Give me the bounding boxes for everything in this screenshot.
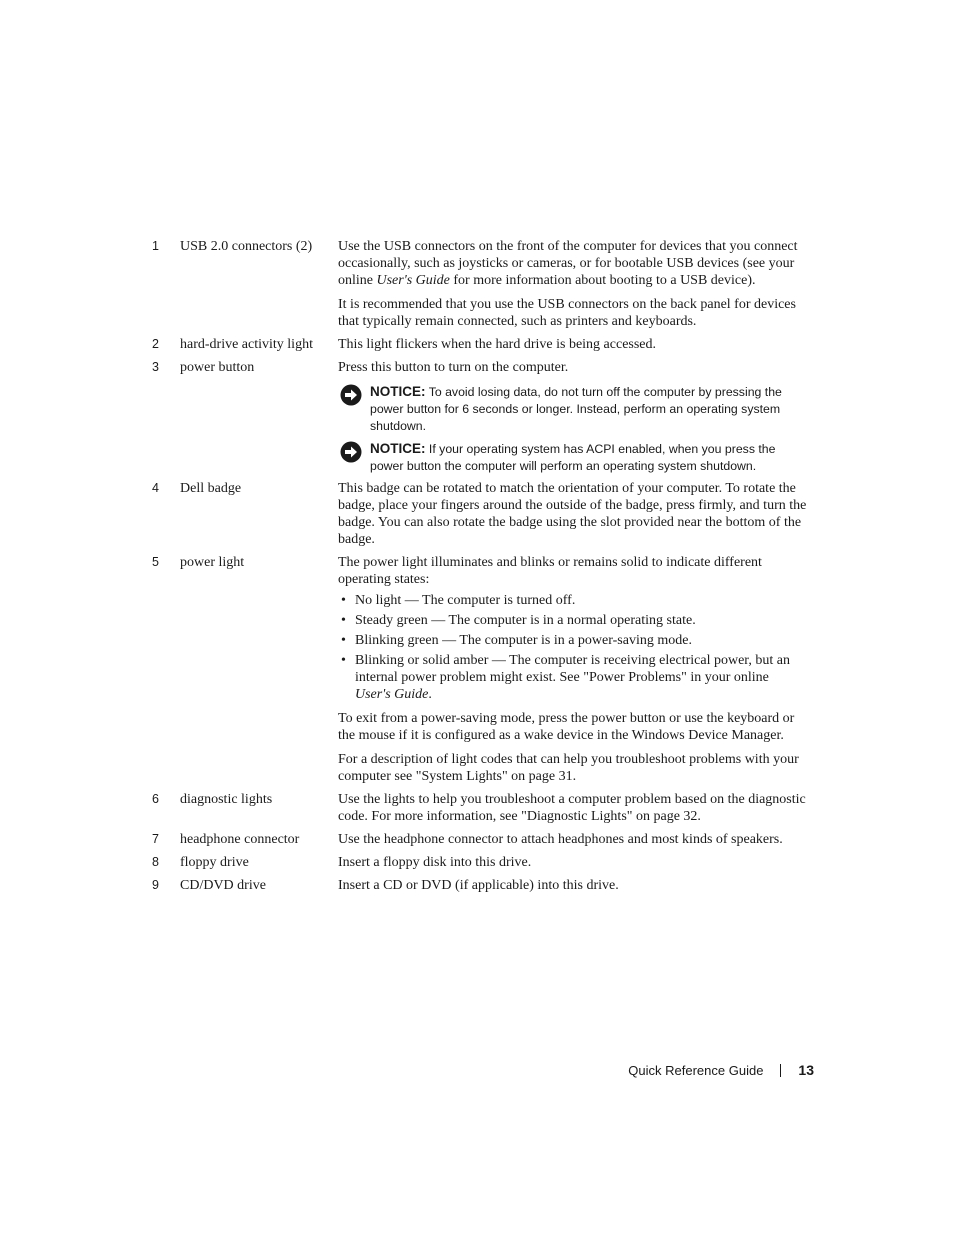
item-number: 8 [152,855,159,869]
bullet-icon: • [341,653,346,668]
item-name: headphone connector [180,832,300,847]
description-paragraph: Insert a CD or DVD (if applicable) into this drive. [338,878,619,893]
table-row [0,791,954,825]
item-description [338,238,808,330]
description-paragraph: Insert a floppy disk into this drive. [338,855,532,870]
notice-label: NOTICE: [370,384,426,399]
description-paragraph: Use the headphone connector to attach headphones and most kinds of speakers. [338,832,783,847]
description-paragraph: The power light illuminates and blinks or remains solid to indicate different operating states: [338,555,762,587]
item-number: 4 [152,481,159,495]
description-paragraph: Use the USB connectors on the front of the computer for devices that you connect occasionally, such as joysticks or cameras, or for bootable USB devices (see your online User's Guide for more information about booting to a USB device). [338,239,798,288]
description-paragraph: It is recommended that you use the USB connectors on the back panel for devices that typically remain connected, such as printers and keyboards. [338,297,796,329]
bullet-icon: • [341,593,346,608]
notice-box [338,383,808,435]
list-item: • No light — The computer is turned off. [341,593,576,608]
list-item: • Steady green — The computer is in a normal operating state. [341,613,696,628]
list-item: • Blinking or solid amber — The computer is receiving electrical power, but an internal power problem might exist. See "Power Problems" in your online User's Guide. [341,653,790,702]
notice-arrow-icon [340,441,362,463]
bullet-icon: • [341,613,346,628]
item-description [338,854,808,871]
bullet-list [338,592,808,703]
item-number: 3 [152,360,159,374]
notice-text: If your operating system has ACPI enabled, when you press the power button the computer will perform an operating system shutdown. [370,442,776,473]
item-name: CD/DVD drive [180,878,266,893]
item-name: power button [180,360,255,375]
bullet-icon: • [341,633,346,648]
description-paragraph: Press this button to turn on the computer. [338,360,569,375]
item-number: 9 [152,878,159,892]
table-row [0,480,954,548]
item-description [338,554,808,785]
notice-box [338,440,808,475]
item-description [338,791,808,825]
component-table [0,238,954,900]
description-paragraph: Use the lights to help you troubleshoot a computer problem based on the diagnostic code. For more information, see "Diagnostic Lights" on page 32. [338,792,806,824]
item-description [338,877,808,894]
description-paragraph: To exit from a power-saving mode, press the power button or use the keyboard or the mouse if it is configured as a wake device in the Windows Device Manager. [338,711,795,743]
item-description [338,336,808,353]
item-description [338,359,808,475]
notice-text: To avoid losing data, do not turn off the computer by pressing the power button for 6 seconds or longer. Instead, perform an operating system shutdown. [370,385,782,433]
footer-title: Quick Reference Guide [628,1063,764,1078]
item-name: USB 2.0 connectors (2) [180,239,313,254]
table-row [0,854,954,871]
notice-arrow-icon [340,384,362,406]
item-name: Dell badge [180,481,242,496]
notice-label: NOTICE: [370,441,426,456]
page-number: 13 [798,1062,814,1078]
item-number: 2 [152,337,159,351]
page-footer [628,1062,814,1079]
table-row [0,238,954,330]
footer-divider [780,1064,781,1077]
table-row [0,877,954,894]
item-description [338,831,808,848]
item-number: 7 [152,832,159,846]
table-row [0,336,954,353]
table-row [0,831,954,848]
item-name: power light [180,555,245,570]
item-name: hard-drive activity light [180,337,313,352]
description-paragraph: This badge can be rotated to match the orientation of your computer. To rotate the badge, place your fingers around the outside of the badge, press firmly, and turn the badge. You can also rotate the badge using the slot provided near the bottom of the badge. [338,481,807,547]
table-row [0,554,954,785]
item-number: 1 [152,239,159,253]
item-number: 6 [152,792,159,806]
item-description [338,480,808,548]
item-name: diagnostic lights [180,792,273,807]
description-paragraph: For a description of light codes that can help you troubleshoot problems with your computer see "System Lights" on page 31. [338,752,799,784]
list-item: • Blinking green — The computer is in a power-saving mode. [341,633,692,648]
item-name: floppy drive [180,855,249,870]
table-row [0,359,954,475]
description-paragraph: This light flickers when the hard drive is being accessed. [338,337,657,352]
item-number: 5 [152,555,159,569]
